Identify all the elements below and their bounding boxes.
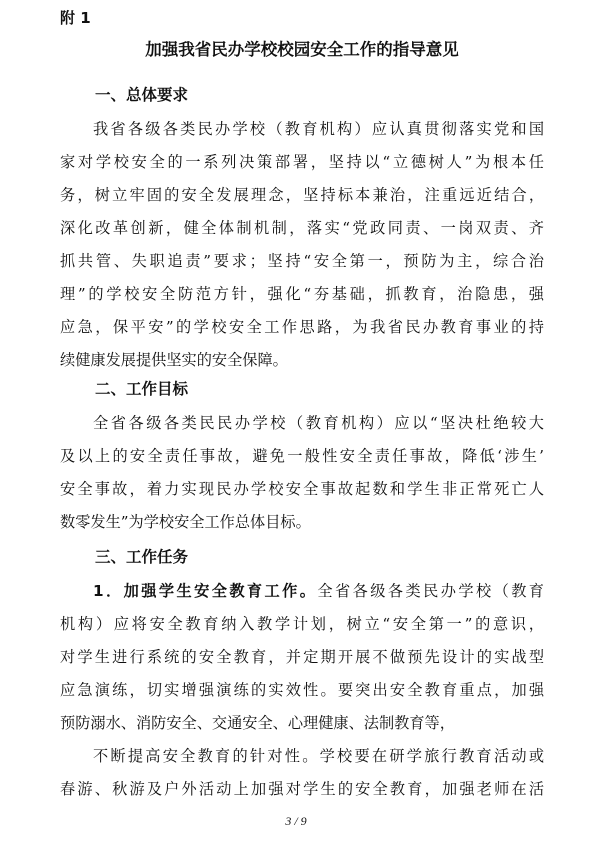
paragraph-line: 理”的学校安全防范方针，强化“夯基础，抓教育，治隐患，强 xyxy=(60,285,544,303)
section-heading-general-requirements: 一、总体要求 xyxy=(95,86,189,104)
paragraph-line: 对学生进行系统的安全教育，并定期开展不做预先设计的实战型 xyxy=(60,648,544,666)
paragraph-line: 应急，保平安”的学校安全工作思路，为我省民办教育事业的持 xyxy=(60,318,544,336)
paragraph-line: 春游、秋游及户外活动上加强对学生的安全教育，加强老师在活 xyxy=(60,780,544,798)
item-1-bold-lead: 1．加强学生安全教育工作。 xyxy=(93,582,318,600)
paragraph-line: 抓共管、失职追责”要求；坚持“安全第一，预防为主，综合治 xyxy=(60,252,544,270)
section-heading-work-tasks: 三、工作任务 xyxy=(95,548,189,566)
paragraph-line: 应急演练，切实增强演练的实效性。要突出安全教育重点，加强 xyxy=(60,681,544,699)
paragraph-line: 机构）应将安全教育纳入教学计划，树立“安全第一”的意识， xyxy=(60,615,544,633)
paragraph-line: 家对学校安全的一系列决策部署，坚持以“立德树人”为根本任 xyxy=(60,153,544,171)
paragraph-line: 全省各级各类民民办学校（教育机构）应以“坚决杜绝较大 xyxy=(93,414,544,432)
paragraph-line-item-1 xyxy=(93,577,544,605)
attachment-label: 附 1 xyxy=(60,9,91,27)
paragraph-line: 深化改革创新，健全体制机制，落实“党政同责、一岗双责、齐 xyxy=(60,219,544,237)
paragraph-line: 安全事故，着力实现民办学校安全事故起数和学生非正常死亡人 xyxy=(60,480,544,498)
paragraph-line: 务，树立牢固的安全发展理念，坚持标本兼治，注重远近结合， xyxy=(60,186,544,204)
document-title: 加强我省民办学校校园安全工作的指导意见 xyxy=(145,40,459,59)
paragraph-line: 续健康发展提供坚实的安全保障。 xyxy=(60,351,288,369)
item-1-lead-rest: 全省各级各类民办学校（教育 xyxy=(317,582,544,600)
paragraph-line: 及以上的安全责任事故，避免一般性安全责任事故，降低‘涉生’ xyxy=(60,447,544,465)
paragraph-line: 预防溺水、消防安全、交通安全、心理健康、法制教育等， xyxy=(60,714,455,732)
paragraph-line: 数零发生”为学校安全工作总体目标。 xyxy=(60,513,311,531)
paragraph-line: 不断提高安全教育的针对性。学校要在研学旅行教育活动或 xyxy=(93,747,544,765)
paragraph-line: 我省各级各类民办学校（教育机构）应认真贯彻落实党和国 xyxy=(93,120,544,138)
page-number: 3 / 9 xyxy=(285,814,307,828)
section-heading-work-goals: 二、工作目标 xyxy=(95,380,189,398)
